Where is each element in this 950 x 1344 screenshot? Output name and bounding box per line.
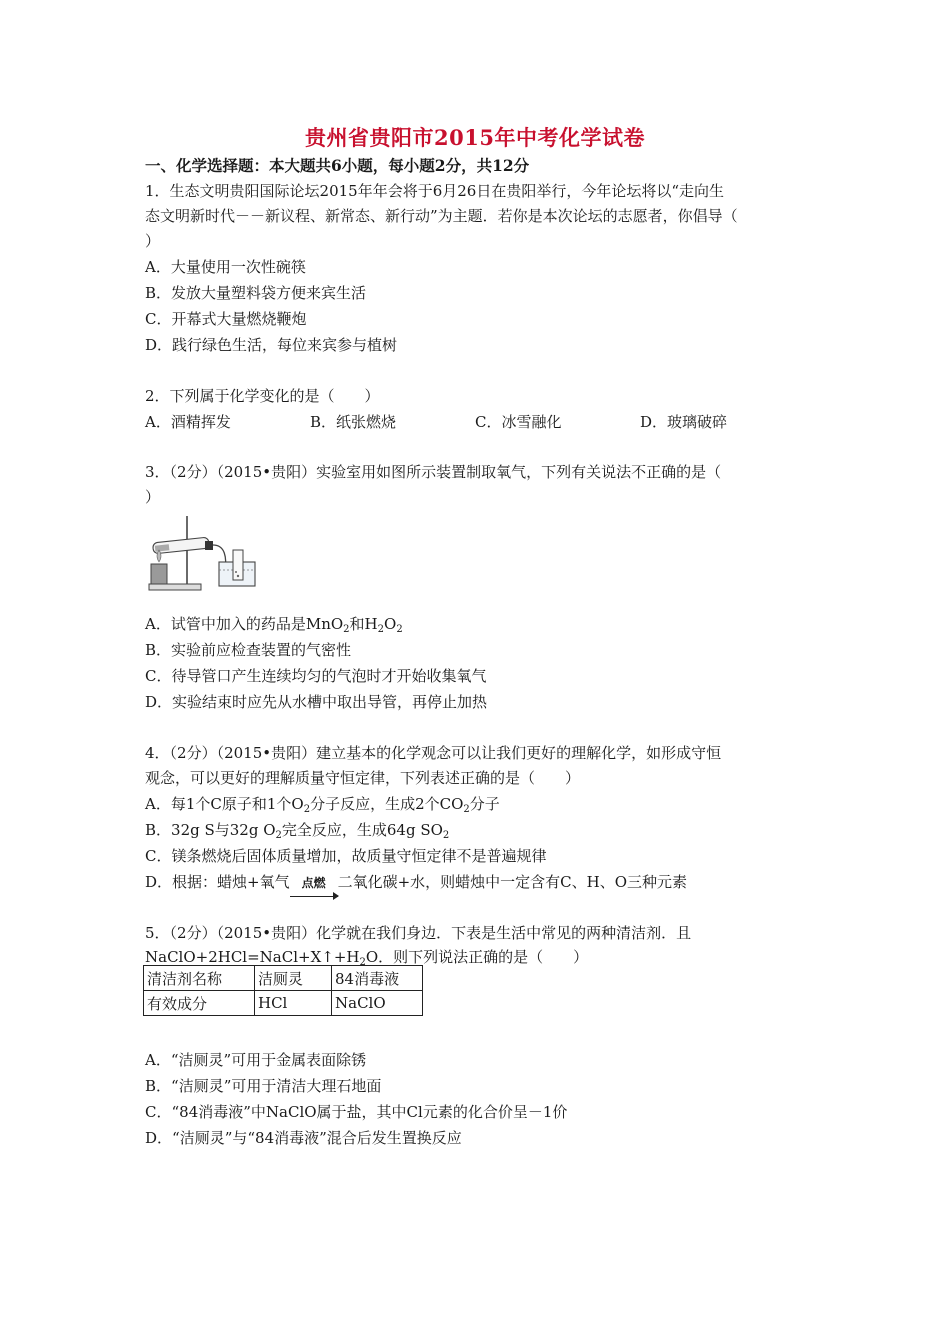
table-row xyxy=(144,991,423,1016)
table-cell: 84消毒液 xyxy=(332,966,423,991)
q1-stem-line2: 态文明新时代－－新议程、新常态、新行动”为主题．若你是本次论坛的志愿者，你倡导（ xyxy=(145,207,738,225)
q3-stem-line2: ） xyxy=(145,488,161,506)
q5-option-a: A．“洁厕灵”可用于金属表面除锈 xyxy=(145,1051,367,1069)
q2-option-c: C．冰雪融化 xyxy=(475,413,562,431)
q2-option-b: B．纸张燃烧 xyxy=(310,413,397,431)
table-cell: HCl xyxy=(255,991,332,1016)
q5-stem-line2: $NaClO+2HCl=NaCl+X↑+H_2O$．则下列说法正确的是（ ） xyxy=(145,948,589,968)
q5-option-d: D．“洁厕灵”与“84消毒液”混合后发生置换反应 xyxy=(145,1129,462,1147)
q2-stem: 2．下列属于化学变化的是（ ） xyxy=(145,387,380,405)
q3-option-c: C．待导管口产生连续均匀的气泡时才开始收集氧气 xyxy=(145,667,487,685)
q3-option-a: A．试管中加入的药品是MnO$_2$和$H_2O_2$ xyxy=(145,615,403,635)
table-cell: 清洁剂名称 xyxy=(144,966,255,991)
oxygen-apparatus-figure xyxy=(145,512,260,594)
q3-option-b: B．实验前应检查装置的气密性 xyxy=(145,641,352,659)
q5-option-c: C．“84消毒液”中NaClO属于盐，其中Cl元素的化合价呈－1价 xyxy=(145,1103,568,1121)
q4-option-a: A．每1个C原子和1个$O_2$分子反应，生成2个$CO_2$分子 xyxy=(145,795,500,815)
q1-option-a: A．大量使用一次性碗筷 xyxy=(145,258,306,276)
q5-option-b: B．“洁厕灵”可用于清洁大理石地面 xyxy=(145,1077,382,1095)
q1-stem-line1: 1．生态文明贵阳国际论坛2015年年会将于6月26日在贵阳举行，今年论坛将以“走向生 xyxy=(145,182,725,200)
table-cell: 有效成分 xyxy=(144,991,255,1016)
q2-option-a: A．酒精挥发 xyxy=(145,413,231,431)
q5-stem-line1: 5．（2分）（2015•贵阳）化学就在我们身边．下表是生活中常见的两种清洁剂．且 xyxy=(145,924,692,942)
table-cell: NaClO xyxy=(332,991,423,1016)
q2-option-d: D．玻璃破碎 xyxy=(640,413,728,431)
q3-option-d: D．实验结束时应先从水槽中取出导管，再停止加热 xyxy=(145,693,488,711)
q1-option-b: B．发放大量塑料袋方便来宾生活 xyxy=(145,284,367,302)
q3-stem-line1: 3．（2分）（2015•贵阳）实验室用如图所示装置制取氧气，下列有关说法不正确的是（ xyxy=(145,463,722,481)
q4-stem-line2: 观念，可以更好的理解质量守恒定律，下列表述正确的是（ ） xyxy=(145,769,581,787)
q4-option-c: C．镁条燃烧后固体质量增加，故质量守恒定律不是普遍规律 xyxy=(145,847,547,865)
q1-stem-line3: ） xyxy=(145,232,161,250)
q1-option-d: D．践行绿色生活，每位来宾参与植树 xyxy=(145,336,398,354)
reaction-condition-arrow: 点燃 xyxy=(290,886,338,887)
q1-option-c: C．开幕式大量燃烧鞭炮 xyxy=(145,310,307,328)
section-heading: 一、化学选择题：本大题共6小题，每小题2分，共12分 xyxy=(145,156,530,175)
q4-option-d: D．根据：蜡烛+氧气 点燃 二氧化碳+水，则蜡烛中一定含有C、H、O三种元素 xyxy=(145,871,687,892)
table-row xyxy=(144,966,423,991)
q4-stem-line1: 4．（2分）（2015•贵阳）建立基本的化学观念可以让我们更好的理解化学，如形成守恒 xyxy=(145,744,722,762)
cleaner-table xyxy=(143,965,423,1016)
exam-title: 贵州省贵阳市2015年中考化学试卷 xyxy=(305,125,645,150)
q4-option-b: B．32g S与32g $O_2$完全反应，生成64g $SO_2$ xyxy=(145,821,450,841)
table-cell: 洁厕灵 xyxy=(255,966,332,991)
